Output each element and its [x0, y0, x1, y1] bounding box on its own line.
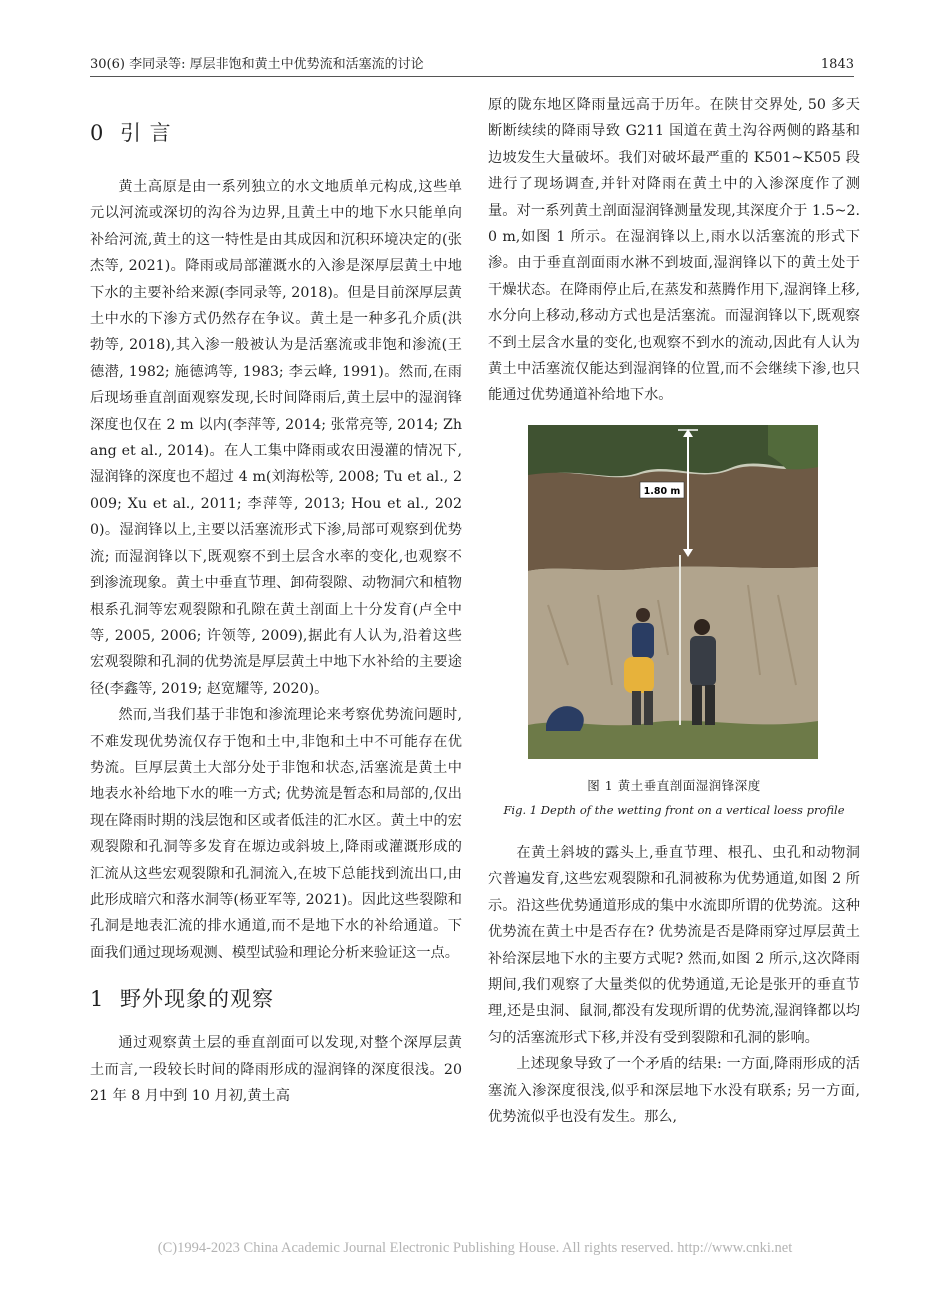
- paragraph: 通过观察黄土层的垂直剖面可以发现,对整个深厚层黄土而言,一段较长时间的降雨形成的湿润锋的深度很浅。2021 年 8 月中到 10 月初,黄土高: [90, 1035, 462, 1104]
- page-number: 1843: [820, 57, 854, 72]
- header-citation: 30(6) 李同录等: 厚层非饱和黄土中优势流和活塞流的讨论: [90, 57, 424, 72]
- paragraph: 原的陇东地区降雨量远高于历年。在陕甘交界处, 50 多天断断续续的降雨导致 G211 国道在黄土沟谷两侧的路基和边坡发生大量破坏。我们对破坏最严重的 K501~K505 段进行了现场调查,并针对降雨在黄土中的入渗深度作了测量。对一系列黄土剖面湿润锋测量发现,其深度介于 1.5~2.0 m,如图 1 所示。在湿润锋以上,雨水以活塞流的形式下渗。由于垂直剖面雨水淋不到坡面,湿润锋以下的黄土处于干燥状态。在降雨停止后,在蒸发和蒸腾作用下,湿润锋上移,水分向上移动,移动方式也是活塞流。而湿润锋以下,既观察不到土层含水量的变化,也观察不到水的流动,因此有人认为黄土中活塞流仅能达到湿润锋的位置,而不会继续下渗,也只能通过优势通道补给地下水。: [488, 97, 860, 404]
- paragraph: 黄土高原是由一系列独立的水文地质单元构成,这些单元以河流或深切的沟谷为边界,且黄土中的地下水只能单向补给河流,黄土的这一特性是由其成因和沉积环境决定的(张杰等, 2021)。降雨或局部灌溉水的入渗是深厚层黄土中地下水的主要补给来源(李同录等, 2018)。但是目前深厚层黄土中水的下渗方式仍然存在争议。黄土是一种多孔介质(洪勃等, 2018),其入渗一般被认为是活塞流或非饱和渗流(王德潜, 1982; 施德鸿等, 1983; 李云峰, 1991)。然而,在雨后现场垂直剖面观察发现,长时间降雨后,黄土层中的湿润锋深度也仅在 2 m 以内(李萍等, 2014; 张常亮等, 2014; Zhang et al., 2014)。在人工集中降雨或农田漫灌的情况下,湿润锋的深度也不超过 4 m(刘海松等, 2008; Tu et al., 2009; Xu et al., 2011; 李萍等, 2013; Hou et al., 2020)。湿润锋以上,主要以活塞流形式下渗,局部可观察到优势流; 而湿润锋以下,既观察不到土层含水率的变化,也观察不到渗流现象。黄土中垂直节理、卸荷裂隙、动物洞穴和植物根系孔洞等宏观裂隙和孔隙在黄土剖面上十分发育(卢全中等, 2005, 2006; 许领等, 2009),据此有人认为,沿着这些宏观裂隙和孔洞的优势流是厚层黄土中地下水补给的主要途径(李鑫等, 2019; 赵宽耀等, 2020)。: [90, 179, 462, 697]
- loess-profile-photo: [528, 425, 818, 759]
- section-title: 野外现象的观察: [120, 987, 274, 1012]
- figure-caption-en: Fig. 1 Depth of the wetting front on a vertical loess profile: [503, 802, 845, 817]
- section-heading-field-observation: [90, 986, 462, 1012]
- figure-1: [488, 425, 860, 818]
- section-number: 0: [90, 121, 105, 145]
- section-title: 引 言: [120, 121, 172, 145]
- dry-soil-zone: [528, 567, 818, 725]
- paragraph: 然而,当我们基于非饱和渗流理论来考察优势流问题时,不难发现优势流仅存于饱和土中,非饱和土中不可能存在优势流。巨厚层黄土大部分处于非饱和状态,活塞流是黄土中地表水补给地下水的唯一方式; 优势流是暂态和局部的,仅出现在降雨时期的浅层饱和区或者低洼的汇水区。黄土中的宏观裂隙和孔洞等多发育在塬边或斜坡上,降雨或灌溉形成的汇流从这些宏观裂隙和孔洞流入,在坡下总能找到流出口,由此形成暗穴和落水洞等(杨亚军等, 2021)。因此这些裂隙和孔洞是地表汇流的排水通道,而不是地下水的补给通道。下面我们通过现场观测、模型试验和理论分析来验证这一点。: [90, 707, 462, 961]
- measure-label: 1.80 m: [643, 485, 681, 497]
- paragraph: 在黄土斜坡的露头上,垂直节理、根孔、虫孔和动物洞穴普遍发育,这些宏观裂隙和孔洞被称为优势通道,如图 2 所示。沿这些优势通道形成的集中水流即所谓的优势流。这种优势流在黄土中是否存在? 优势流是否是降雨穿过厚层黄土补给深层地下水的主要方式呢? 然而,如图 2 所示,这次降雨期间,我们观察了大量类似的优势通道,无论是张开的垂直节理,还是虫洞、鼠洞,都没有发现所谓的优势流,湿润锋都以均匀的活塞流形式下移,并没有受到裂隙和孔洞的影响。: [488, 844, 860, 1046]
- header-rule: [90, 76, 854, 77]
- copyright-footer: (C)1994-2023 China Academic Journal Electronic Publishing House. All rights reserved. http://www.cnki.net: [157, 1240, 793, 1256]
- section-heading-introduction: [90, 120, 462, 146]
- right-column: [488, 92, 860, 1130]
- figure-caption-cn: 图 1 黄土垂直剖面湿润锋深度: [587, 777, 761, 793]
- left-column: [90, 92, 462, 1109]
- running-header: [90, 54, 854, 76]
- paragraph: 上述现象导致了一个矛盾的结果: 一方面,降雨形成的活塞流入渗深度很浅,似乎和深层地下水没有联系; 另一方面,优势流似乎也没有发生。那么,: [488, 1056, 860, 1125]
- section-number: 1: [90, 987, 105, 1012]
